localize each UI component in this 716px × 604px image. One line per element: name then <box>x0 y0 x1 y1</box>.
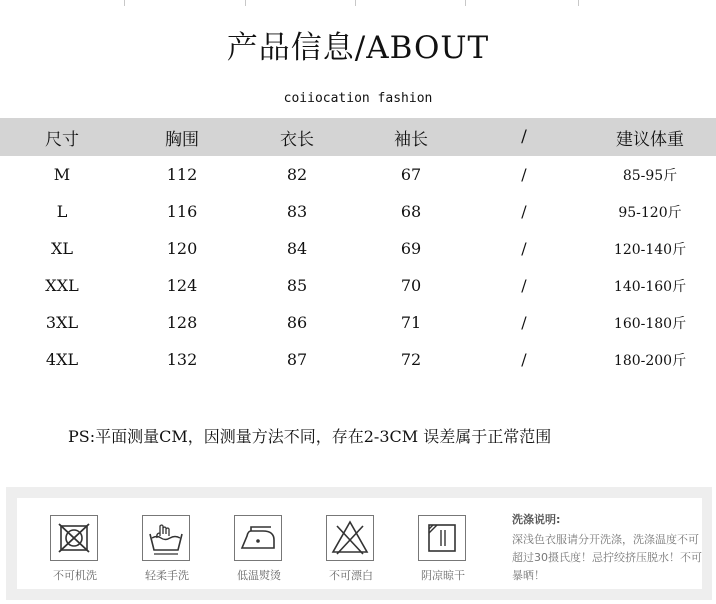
care-text-body: 深浅色衣服请分开洗涤，洗涤温度不可超过30摄氏度！忌拧绞挤压脱水！不可暴晒！ <box>512 533 702 582</box>
cell-sleeve: 68 <box>400 202 422 221</box>
cell-slash: / <box>521 165 527 184</box>
cell-chest: 116 <box>166 202 198 221</box>
table-row <box>0 230 716 267</box>
table-row <box>0 267 716 304</box>
cell-chest: 132 <box>166 350 198 369</box>
gentle-hand-wash-icon <box>142 515 190 561</box>
cell-slash: / <box>521 202 527 221</box>
cell-length: 83 <box>286 202 308 221</box>
cell-weight: 140-160斤 <box>613 278 687 295</box>
care-label: 轻柔手洗 <box>145 569 189 582</box>
care-label: 不可机洗 <box>53 569 97 582</box>
cell-weight: 160-180斤 <box>613 315 687 332</box>
page-title: 产品信息/ABOUT <box>226 30 490 66</box>
cell-size: M <box>53 165 71 184</box>
cell-size: 3XL <box>45 313 79 332</box>
cell-size: XXL <box>45 276 79 295</box>
no-machine-wash-icon <box>50 515 98 561</box>
cell-chest: 124 <box>166 276 198 295</box>
cell-slash: / <box>521 350 527 369</box>
table-row <box>0 193 716 230</box>
table-row <box>0 304 716 341</box>
cell-length: 87 <box>286 350 308 369</box>
care-item-no-bleach <box>311 498 391 589</box>
cell-weight: 120-140斤 <box>613 241 687 258</box>
care-panel-body <box>17 498 702 589</box>
care-label: 不可漂白 <box>329 569 373 582</box>
header-chest: 胸围 <box>165 129 199 150</box>
care-instructions-text <box>512 511 702 585</box>
cell-weight: 85-95斤 <box>622 167 678 184</box>
cell-weight: 95-120斤 <box>618 204 682 221</box>
cell-chest: 112 <box>166 165 198 184</box>
cell-slash: / <box>521 239 527 258</box>
low-temp-iron-icon <box>234 515 282 561</box>
care-label: 阴凉晾干 <box>421 569 465 582</box>
cell-weight: 180-200斤 <box>613 352 687 369</box>
cell-length: 82 <box>286 165 308 184</box>
table-row <box>0 156 716 193</box>
cell-sleeve: 71 <box>400 313 422 332</box>
cell-chest: 120 <box>166 239 198 258</box>
care-item-gentle-hand-wash <box>127 498 207 589</box>
cell-slash: / <box>521 276 527 295</box>
shade-dry-icon <box>418 515 466 561</box>
cell-chest: 128 <box>166 313 198 332</box>
care-item-low-temp-iron <box>219 498 299 589</box>
cell-sleeve: 69 <box>400 239 422 258</box>
header-size: 尺寸 <box>45 129 79 150</box>
care-item-no-machine-wash <box>35 498 115 589</box>
cell-sleeve: 72 <box>400 350 422 369</box>
cell-length: 85 <box>286 276 308 295</box>
table-row <box>0 341 716 378</box>
cell-sleeve: 70 <box>400 276 422 295</box>
header-length: 衣长 <box>280 129 314 150</box>
care-text-title: 洗涤说明: <box>512 513 561 526</box>
brand-name: coiiocation fashion <box>283 91 433 106</box>
header-sleeve: 袖长 <box>394 129 428 150</box>
care-label: 低温熨烫 <box>237 569 281 582</box>
header-weight: 建议体重 <box>616 129 684 150</box>
header-slash: / <box>521 127 527 147</box>
no-bleach-icon <box>326 515 374 561</box>
cell-size: XL <box>50 239 74 258</box>
table-header-row <box>0 118 716 156</box>
care-item-shade-dry <box>403 498 483 589</box>
measurement-note: PS:平面测量CM，因测量方法不同，存在2-3CM 误差属于正常范围 <box>68 427 552 446</box>
care-instructions-panel <box>6 487 712 600</box>
cell-slash: / <box>521 313 527 332</box>
cell-size: L <box>56 202 68 221</box>
size-table <box>0 118 716 378</box>
cell-length: 86 <box>286 313 308 332</box>
top-divider-ticks <box>0 0 716 6</box>
cell-length: 84 <box>286 239 308 258</box>
cell-sleeve: 67 <box>400 165 422 184</box>
cell-size: 4XL <box>45 350 79 369</box>
